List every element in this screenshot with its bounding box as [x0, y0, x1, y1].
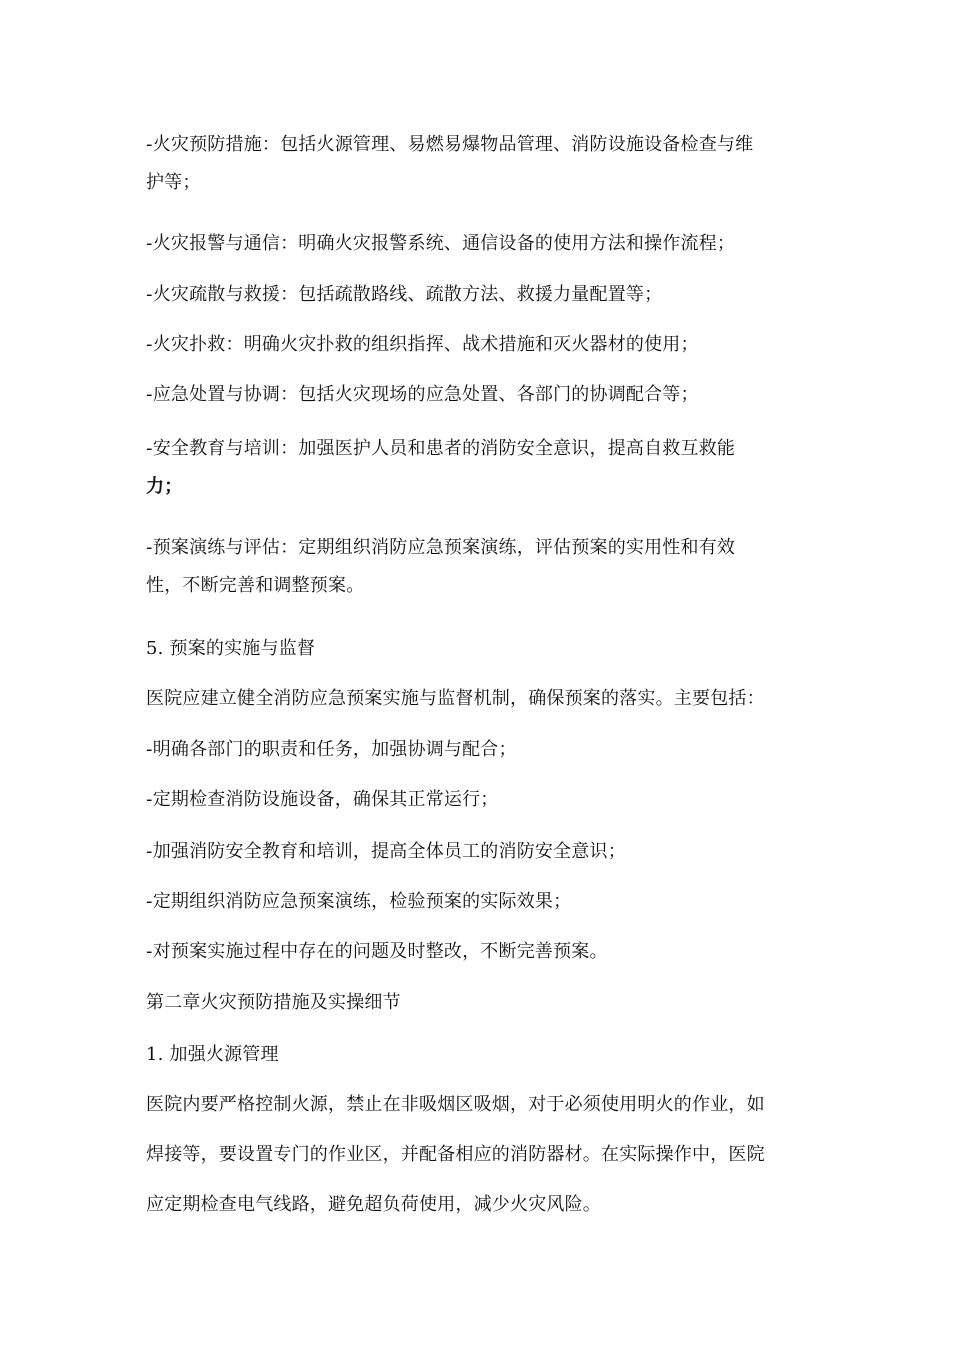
text-line-alarm-communication: -火灾报警与通信：明确火灾报警系统、通信设备的使用方法和操作流程；	[146, 233, 736, 254]
text-line-fire-source-3: 应定期检查电气线路，避免超负荷使用，减少火灾风险。	[146, 1194, 601, 1215]
text-line-emergency-coordination: -应急处置与协调：包括火灾现场的应急处置、各部门的协调配合等；	[146, 384, 699, 405]
text-line-implementation-intro: 医院应建立健全消防应急预案实施与监督机制，确保预案的落实。主要包括：	[146, 688, 765, 709]
text-line-safety-training: -安全教育与培训：加强医护人员和患者的消防安全意识，提高自救互救能	[146, 438, 736, 459]
section-heading-implementation: 5. 预案的实施与监督	[146, 638, 316, 659]
text-line-drill-evaluation: -预案演练与评估：定期组织消防应急预案演练，评估预案的实用性和有效	[146, 537, 736, 558]
text-line-facility-inspection: -定期检查消防设施设备，确保其正常运行；	[146, 789, 499, 810]
text-line-drill-evaluation-cont: 性，不断完善和调整预案。	[146, 575, 365, 596]
text-line-fire-fighting: -火灾扑救：明确火灾扑救的组织指挥、战术措施和灭火器材的使用；	[146, 334, 699, 355]
text-line-fire-prevention: -火灾预防措施：包括火源管理、易燃易爆物品管理、消防设施设备检查与维	[146, 134, 754, 155]
text-line-safety-training-cont: 力；	[146, 476, 183, 497]
text-line-fire-source-2: 焊接等，要设置专门的作业区，并配备相应的消防器材。在实际操作中，医院	[146, 1144, 765, 1165]
text-line-fire-prevention-cont: 护等；	[146, 172, 201, 193]
text-line-evacuation-rescue: -火灾疏散与救援：包括疏散路线、疏散方法、救援力量配置等；	[146, 284, 663, 305]
text-line-regular-drills: -定期组织消防应急预案演练，检验预案的实际效果；	[146, 891, 572, 912]
text-line-rectification: -对预案实施过程中存在的问题及时整改，不断完善预案。	[146, 941, 608, 962]
chapter-heading: 第二章火灾预防措施及实操细节	[146, 992, 401, 1013]
text-line-fire-source-1: 医院内要严格控制火源，禁止在非吸烟区吸烟，对于必须使用明火的作业，如	[146, 1094, 765, 1115]
section-heading-fire-source: 1. 加强火源管理	[146, 1044, 279, 1065]
text-line-responsibilities: -明确各部门的职责和任务，加强协调与配合；	[146, 739, 517, 760]
text-line-education-training: -加强消防安全教育和培训，提高全体员工的消防安全意识；	[146, 841, 626, 862]
